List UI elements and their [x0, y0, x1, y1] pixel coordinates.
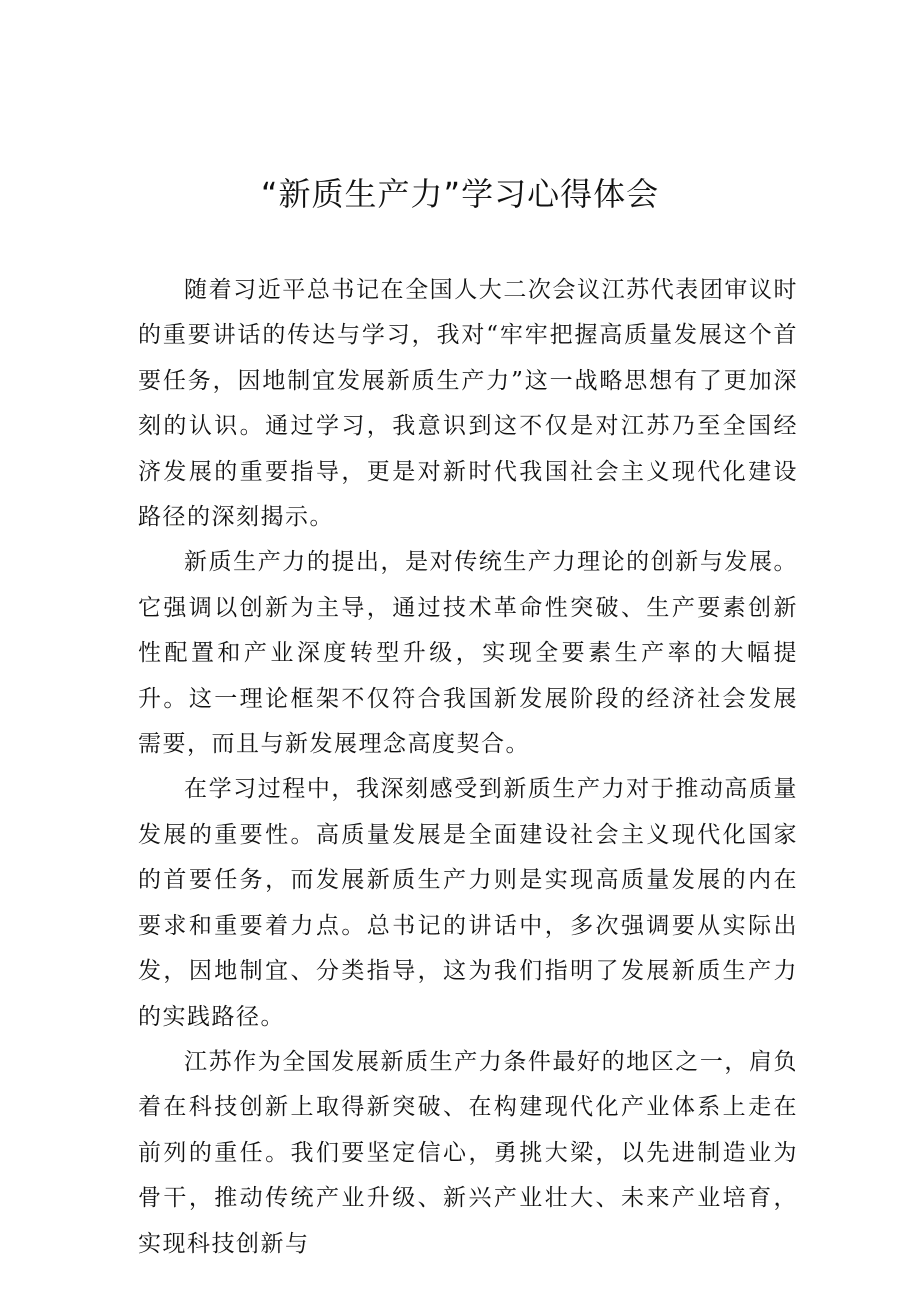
document-title: “新质生产力”学习心得体会 — [260, 175, 660, 213]
paragraph-4: 江苏作为全国发展新质生产力条件最好的地区之一，肩负着在科技创新上取得新突破、在构建现代化产业体系上走在前列的重任。我们要坚定信心，勇挑大梁，以先进制造业为骨干，推动传统产业升级、新兴产业壮大、未来产业培育，实现科技创新与 — [138, 1048, 798, 1257]
document-body — [138, 268, 798, 1267]
paragraph-3: 在学习过程中，我深刻感受到新质生产力对于推动高质量发展的重要性。高质量发展是全面建设社会主义现代化国家的首要任务，而发展新质生产力则是实现高质量发展的内在要求和重要着力点。总书记的讲话中，多次强调要从实际出发，因地制宜、分类指导，这为我们指明了发展新质生产力的实践路径。 — [138, 776, 798, 1030]
paragraph-1: 随着习近平总书记在全国人大二次会议江苏代表团审议时的重要讲话的传达与学习，我对“牢牢把握高质量发展这个首要任务，因地制宜发展新质生产力”这一战略思想有了更加深刻的认识。通过学习，我意识到这不仅是对江苏乃至全国经济发展的重要指导，更是对新时代我国社会主义现代化建设路径的深刻揭示。 — [138, 277, 798, 531]
paragraph-2: 新质生产力的提出，是对传统生产力理论的创新与发展。它强调以创新为主导，通过技术革命性突破、生产要素创新性配置和产业深度转型升级，实现全要素生产率的大幅提升。这一理论框架不仅符合我国新发展阶段的经济社会发展需要，而且与新发展理念高度契合。 — [138, 549, 798, 758]
